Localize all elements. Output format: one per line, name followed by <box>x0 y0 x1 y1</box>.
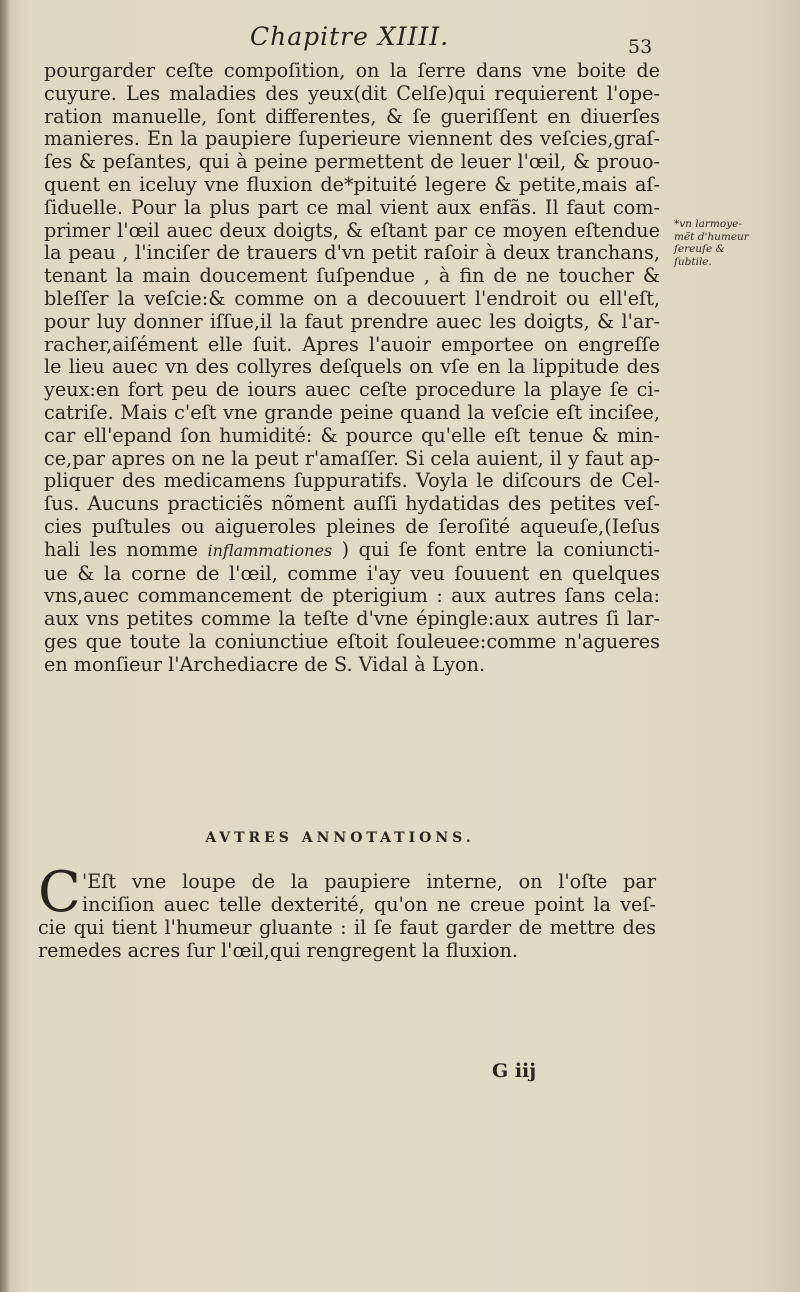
text-line: ges que toute la coniunctiue eſtoit ſouleuee:comme n'agueres <box>44 629 660 653</box>
margin-note-line: mẽt d'humeur <box>674 230 749 243</box>
chapter-title: Chapitre XIIII. <box>250 22 450 51</box>
text-line: vns,auec commancement de pterigium : aux autres ſans cela: <box>44 584 660 608</box>
annotation-line: inciſion auec telle dexterité, qu'on ne creue point la veſ- <box>82 893 656 916</box>
text-line: primer l'œil auec deux doigts, & eſtant par ce moyen eſtendue <box>44 218 660 242</box>
text-line: manieres. En la paupiere ſuperieure viennent des veſcies,graſ- <box>44 127 660 151</box>
signature-mark: G iij <box>492 1060 537 1082</box>
text-line: car ell'epand ſon humidité: & pource qu'elle eſt tenue & min- <box>44 423 660 447</box>
main-text-block <box>44 60 660 677</box>
text-line: cuyure. Les maladies des yeux(dit Celſe)qui requierent l'ope- <box>44 81 660 105</box>
text-line: pourgarder ceſte compoſition, on la ſerre dans vne boite de <box>44 59 660 82</box>
text-line: ce,par apres on ne la peut r'amaſſer. Si cela auient, il y faut ap- <box>44 446 660 470</box>
text-line: ſes & peſantes, qui à peine permettent de leuer l'œil, & prouo- <box>44 150 660 174</box>
text-line: racher,aiſément elle ſuit. Apres l'auoir emportee on engreſſe <box>44 332 660 356</box>
page-gutter-shadow <box>0 0 10 1292</box>
annotation-block <box>38 860 656 962</box>
text-line: la peau , l'inciſer de trauers d'vn petit raſoir à deux tranchans, <box>44 241 660 265</box>
text-line: quent en iceluy vne fluxion de*pituité legere & petite,mais aſ- <box>44 172 660 196</box>
text-line: le lieu auec vn des collyres deſquels on vſe en la lippitude des <box>44 355 660 379</box>
page-number: 53 <box>628 36 653 58</box>
margin-note <box>674 218 774 268</box>
text-line: ration manuelle, ſont differentes, & ſe gueriſſent en diuerſes <box>44 104 660 128</box>
text-line: pour luy donner iſſue,il la faut prendre auec les doigts, & l'ar- <box>44 309 660 333</box>
running-head <box>230 22 653 62</box>
text-line: ſus. Aucuns practiciẽs nõment auſſi hydatidas des petites veſ- <box>44 492 660 516</box>
text-line: pliquer des medicamens ſuppuratifs. Voyla le diſcours de Cel- <box>44 469 660 493</box>
text-line: cies puſtules ou aigueroles pleines de ſeroſité aqueuſe,(Ieſus <box>44 514 660 538</box>
text-line-with-italic <box>44 539 660 563</box>
text-line: ſiduelle. Pour la plus part ce mal vient aux enfãs. Il faut com- <box>44 195 660 219</box>
text-line: ue & la corne de l'œil, comme i'ay veu ſouuent en quelques <box>44 561 660 585</box>
text-line: bleſſer la veſcie:& comme on a decouuert l'endroit ou ell'eſt, <box>44 286 660 310</box>
italic-term: inflammationes <box>207 540 333 560</box>
text-line: catriſe. Mais c'eſt vne grande peine quand la veſcie eſt inciſee, <box>44 400 660 424</box>
drop-capital: C <box>38 860 81 925</box>
text-segment: hali les nomme <box>44 537 208 561</box>
text-line: aux vns petites comme la teſte d'vne épingle:aux autres ſi lar- <box>44 607 660 631</box>
annotation-line: 'Eſt vne loupe de la paupiere interne, on l'oſte par <box>82 870 656 893</box>
section-heading: AVTRES ANNOTATIONS. <box>205 830 475 846</box>
margin-note-line: ſereuſe & <box>674 243 725 256</box>
annotation-line: remedes acres ſur l'œil,qui rengregent la fluxion. <box>38 939 518 962</box>
text-line: tenant la main doucement ſuſpendue , à fin de ne toucher & <box>44 264 660 288</box>
margin-note-line: *vn larmoye- <box>674 218 742 230</box>
annotation-line: cie qui tient l'humeur gluante : il ſe faut garder de mettre des <box>38 916 656 939</box>
text-segment: ) qui ſe font entre la coniuncti- <box>332 537 660 561</box>
margin-note-line: ſubtile. <box>674 255 712 268</box>
text-line: en monſieur l'Archediacre de S. Vidal à Lyon. <box>44 652 486 676</box>
text-line: yeux:en fort peu de iours auec ceſte procedure la playe ſe ci- <box>44 378 660 402</box>
